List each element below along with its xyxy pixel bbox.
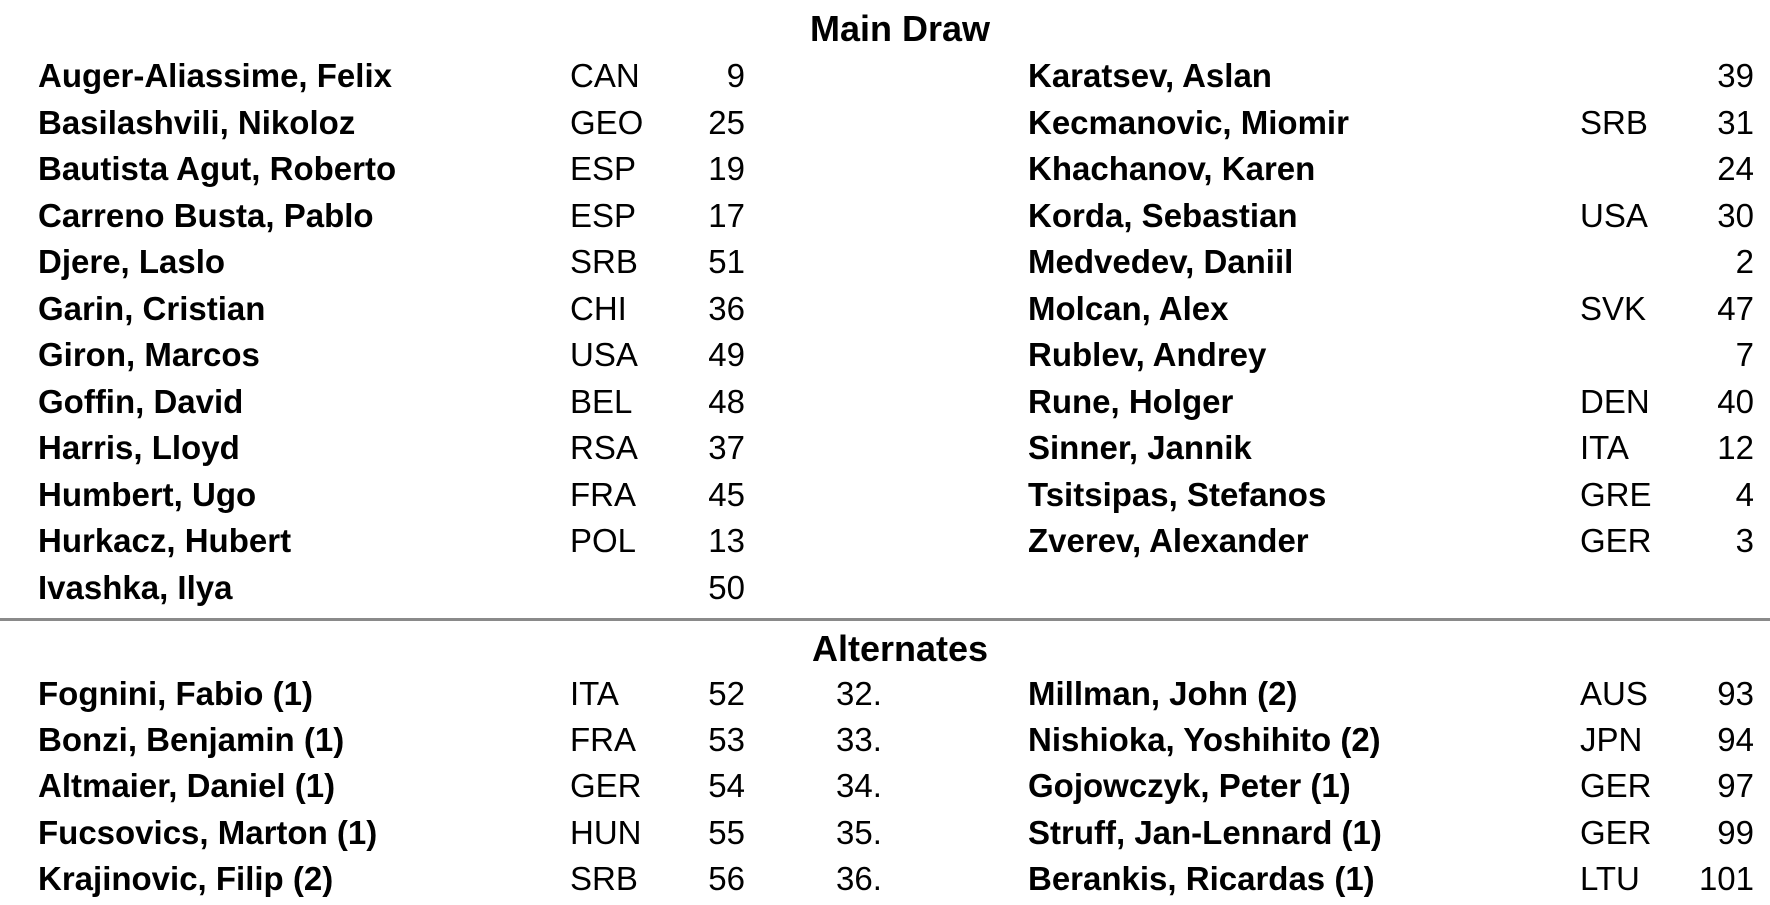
player-rank: 39 <box>1717 57 1754 94</box>
table-row <box>0 335 1770 381</box>
alternate-number: 33. <box>836 721 882 759</box>
table-row <box>0 242 1770 288</box>
player-rank: 51 <box>708 243 745 280</box>
table-row <box>0 766 1770 812</box>
player-rank: 40 <box>1717 382 1754 420</box>
player-name: Fucsovics, Marton (1) <box>38 813 378 851</box>
player-country: GER <box>1580 767 1652 805</box>
player-name: Korda, Sebastian <box>1028 196 1298 234</box>
player-name: Tsitsipas, Stefanos <box>1028 475 1327 513</box>
player-rank: 54 <box>708 767 745 805</box>
player-rank: 19 <box>708 150 745 187</box>
player-rank: 31 <box>1717 103 1754 141</box>
player-name: Harris, Lloyd <box>38 429 240 466</box>
player-country: POL <box>570 522 637 559</box>
player-name: Hurkacz, Hubert <box>38 522 292 559</box>
player-country: SRB <box>570 859 638 897</box>
player-name: Basilashvili, Nikoloz <box>38 103 356 141</box>
player-country: LTU <box>1580 859 1640 897</box>
player-name: Struff, Jan-Lennard (1) <box>1028 813 1382 851</box>
player-name: Garin, Cristian <box>38 289 266 327</box>
player-country: USA <box>1580 196 1648 234</box>
player-country: SRB <box>1580 103 1648 141</box>
table-row <box>0 475 1770 521</box>
player-country: CHI <box>570 289 627 327</box>
player-rank: 13 <box>708 522 745 559</box>
player-name: Bautista Agut, Roberto <box>38 150 397 187</box>
player-name: Khachanov, Karen <box>1028 150 1316 187</box>
player-rank: 17 <box>708 196 745 234</box>
table-row <box>0 720 1770 766</box>
player-country: GER <box>570 767 642 805</box>
section-divider <box>0 618 1770 621</box>
player-name: Altmaier, Daniel (1) <box>38 767 336 805</box>
table-row <box>0 568 1770 614</box>
table-row <box>0 103 1770 149</box>
player-rank: 49 <box>708 336 745 373</box>
player-rank: 55 <box>708 813 745 851</box>
table-row <box>0 289 1770 335</box>
player-country: AUS <box>1580 675 1648 712</box>
player-country: HUN <box>570 813 642 851</box>
player-name: Millman, John (2) <box>1028 675 1298 712</box>
player-country: ESP <box>570 196 637 234</box>
player-rank: 37 <box>708 429 745 466</box>
player-rank: 12 <box>1717 429 1754 466</box>
alternate-number: 35. <box>836 813 882 851</box>
player-country: SVK <box>1580 289 1647 327</box>
player-name: Zverev, Alexander <box>1028 522 1309 559</box>
player-name: Humbert, Ugo <box>38 475 257 513</box>
table-row <box>0 859 1770 905</box>
player-country: FRA <box>570 475 636 513</box>
player-rank: 50 <box>708 568 745 606</box>
alternate-number: 34. <box>836 767 882 805</box>
player-rank: 47 <box>1717 289 1754 327</box>
player-country: RSA <box>570 429 638 466</box>
player-country: DEN <box>1580 382 1650 420</box>
player-country: ESP <box>570 150 637 187</box>
table-row <box>0 674 1770 720</box>
player-name: Auger-Aliassime, Felix <box>38 57 392 94</box>
table-row <box>0 813 1770 859</box>
player-name: Kecmanovic, Miomir <box>1028 103 1349 141</box>
player-rank: 93 <box>1717 675 1754 712</box>
player-country: GER <box>1580 522 1652 559</box>
player-name: Bonzi, Benjamin (1) <box>38 721 345 759</box>
player-name: Rune, Holger <box>1028 382 1234 420</box>
player-country: ITA <box>570 675 619 712</box>
player-name: Berankis, Ricardas (1) <box>1028 859 1375 897</box>
player-rank: 3 <box>1735 522 1754 559</box>
player-rank: 53 <box>708 721 745 759</box>
player-country: FRA <box>570 721 636 759</box>
player-rank: 4 <box>1735 475 1754 513</box>
player-rank: 101 <box>1698 859 1754 897</box>
player-rank: 24 <box>1717 150 1754 187</box>
table-row <box>0 428 1770 474</box>
player-country: USA <box>570 336 638 373</box>
player-name: Sinner, Jannik <box>1028 429 1252 466</box>
player-rank: 48 <box>708 382 745 420</box>
player-name: Medvedev, Daniil <box>1028 243 1294 280</box>
table-row <box>0 56 1770 102</box>
player-country: GER <box>1580 813 1652 851</box>
alternates-title: Alternates <box>811 628 989 669</box>
player-name: Fognini, Fabio (1) <box>38 675 313 712</box>
table-row <box>0 149 1770 195</box>
player-name: Gojowczyk, Peter (1) <box>1028 767 1351 805</box>
player-country: GRE <box>1580 475 1652 513</box>
alternate-number: 32. <box>836 675 882 712</box>
player-name: Djere, Laslo <box>38 243 226 280</box>
player-country: JPN <box>1580 721 1643 759</box>
alternate-number: 36. <box>836 859 882 897</box>
player-rank: 9 <box>726 57 745 94</box>
player-name: Karatsev, Aslan <box>1028 57 1272 94</box>
table-row <box>0 382 1770 428</box>
player-name: Giron, Marcos <box>38 336 260 373</box>
player-rank: 7 <box>1735 336 1754 373</box>
player-country: CAN <box>570 57 640 94</box>
player-rank: 99 <box>1717 813 1754 851</box>
table-row <box>0 196 1770 242</box>
table-row <box>0 521 1770 567</box>
player-name: Goffin, David <box>38 382 244 420</box>
player-name: Nishioka, Yoshihito (2) <box>1028 721 1381 759</box>
player-name: Ivashka, Ilya <box>38 568 233 606</box>
player-name: Carreno Busta, Pablo <box>38 196 374 234</box>
player-country: ITA <box>1580 429 1629 466</box>
player-country: BEL <box>570 382 633 420</box>
player-rank: 45 <box>708 475 745 513</box>
player-name: Molcan, Alex <box>1028 289 1229 327</box>
player-rank: 97 <box>1717 767 1754 805</box>
player-rank: 52 <box>708 675 745 712</box>
player-rank: 25 <box>708 103 745 141</box>
player-rank: 56 <box>708 859 745 897</box>
player-country: SRB <box>570 243 638 280</box>
main-draw-title: Main Draw <box>809 8 991 49</box>
player-name: Krajinovic, Filip (2) <box>38 859 334 897</box>
player-rank: 2 <box>1735 243 1754 280</box>
player-country: GEO <box>570 103 644 141</box>
player-name: Rublev, Andrey <box>1028 336 1267 373</box>
player-rank: 94 <box>1717 721 1754 759</box>
player-rank: 36 <box>708 289 745 327</box>
player-rank: 30 <box>1717 196 1754 234</box>
